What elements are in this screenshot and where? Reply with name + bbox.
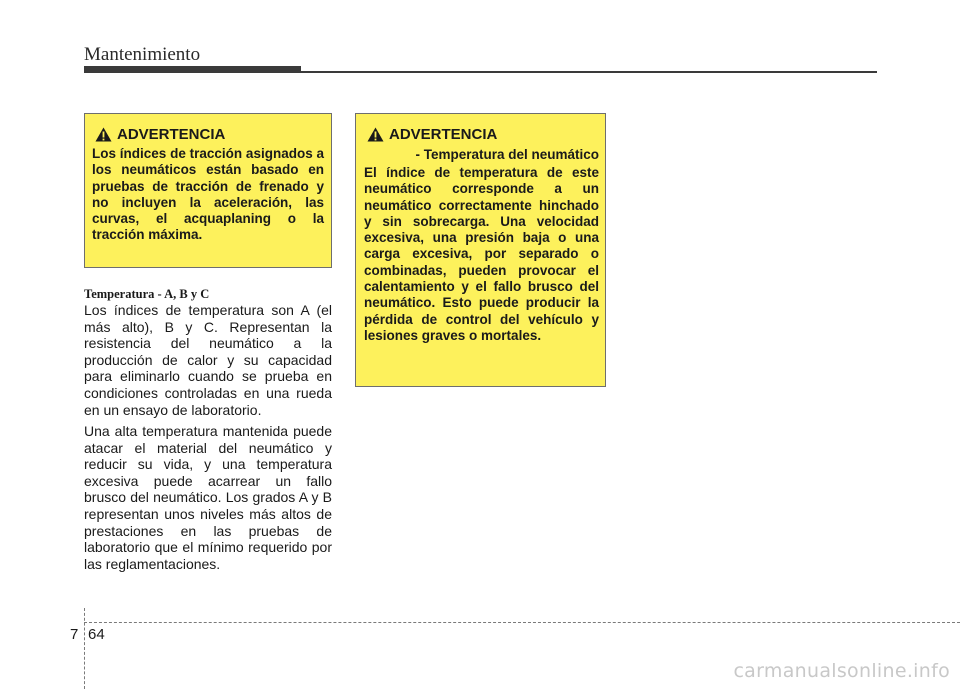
body-paragraph-2: Una alta temperatura mantenida puede atacar el material del neumático y reducir su vida, y una temperatura excesiva puede acarrear un fallo brusco del neumático. Los grados A y B representan unos niveles más altos de prestaciones en las pruebas de laboratorio que el mínimo requerido por las reglamentaciones. [84, 423, 332, 572]
warning-heading [367, 124, 599, 144]
header-rule-thin [301, 71, 877, 73]
warning-heading [95, 124, 324, 144]
warning-subtitle: - Temperatura del neumático [415, 147, 599, 162]
footer-rule-horizontal [84, 622, 960, 623]
warning-heading-label: ADVERTENCIA [389, 125, 498, 143]
warning-box-traction [84, 113, 332, 268]
warning-text: Los índices de tracción asignados a los neumáticos están basado en pruebas de tracción de frenado y no incluyen la aceleración, las curvas, el acquaplaning o la tracción máxima. [92, 146, 324, 243]
warning-heading-label: ADVERTENCIA [117, 125, 226, 143]
footer-rule-vertical [84, 608, 85, 689]
header-rule-thick [84, 66, 301, 73]
warning-triangle-icon [367, 127, 384, 142]
page-number: 64 [88, 626, 105, 643]
section-title: Temperatura - A, B y C [84, 287, 210, 301]
watermark: carmanualsonline.info [733, 660, 950, 682]
body-paragraph-1: Los índices de temperatura son A (el más alto), B y C. Representan la resistencia del neumático a la producción de calor y su capacidad para eliminarlo cuando se prueba en condiciones controladas en una rueda en un ensayo de laboratorio. [84, 302, 332, 418]
warning-text: El índice de temperatura de este neumático corresponde a un neumático correctamente hinchado y sin sobrecarga. Una velocidad excesiva, una presión baja o una carga excesiva, por separado o combinadas, pueden provocar el calentamiento y el fallo brusco del neumático. Esto puede producir la pérdida de control del vehículo y lesiones graves o mortales. [364, 165, 599, 343]
chapter-number: 7 [70, 626, 79, 643]
warning-box-temperature [355, 113, 606, 387]
warning-triangle-icon [95, 127, 112, 142]
header-title: Mantenimiento [84, 44, 201, 65]
